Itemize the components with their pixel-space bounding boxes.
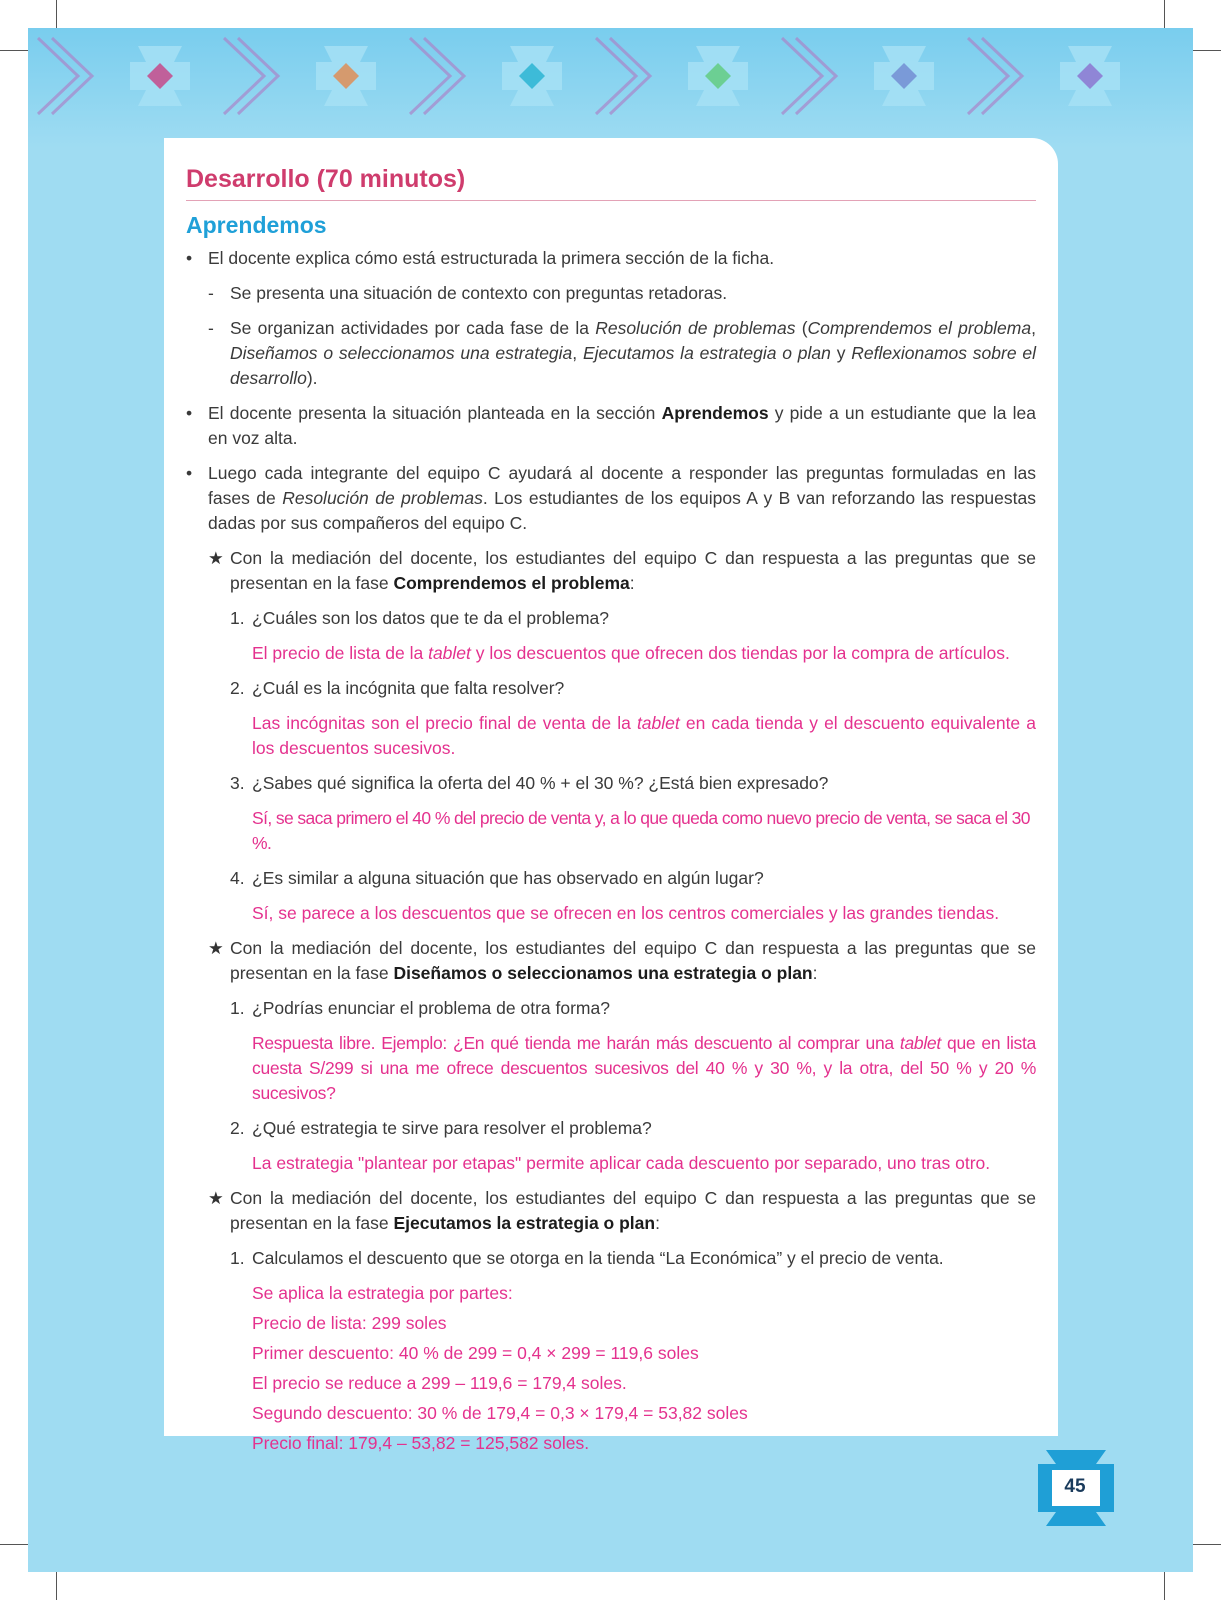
main-content [186,160,1036,1461]
answer-text: Sí, se saca primero el 40 % del precio de venta y, a lo que queda como nuevo precio de venta, se saca el 30 %. [252,808,1030,853]
crop-mark [56,0,57,28]
answer-text: La estrategia "plantear por etapas" permite aplicar cada descuento por separado, uno tras otro. [252,1153,991,1173]
crop-mark [1193,50,1221,51]
dash-item: - Se presenta una situación de contexto con preguntas retadoras. [186,281,1036,306]
bullet-item: • El docente explica cómo está estructurada la primera sección de la ficha. [186,246,1036,271]
answer-text: Respuesta libre. Ejemplo: ¿En qué tienda me harán más descuento al comprar una tablet que en lista cuesta S/299 si una me ofrece descuentos sucesivos del 40 % y 30 %, y la otra, del 50 % y 20 % sucesivos? [252,1033,1036,1103]
question-number: 1. [230,608,245,628]
answer-text: Las incógnitas son el precio final de venta de la tablet en cada tienda y el descuento equivalente a los descuentos sucesivos. [252,713,1036,758]
question-item: 2. ¿Qué estrategia te sirve para resolver el problema? [186,1116,1036,1141]
question-number: 4. [230,868,245,888]
question-item: 2. ¿Cuál es la incógnita que falta resolver? [186,676,1036,701]
section-title: Desarrollo (70 minutos) [186,160,1036,201]
question-item: 3. ¿Sabes qué significa la oferta del 40 % + el 30 %? ¿Está bien expresado? [186,771,1036,796]
bullet-item: • El docente presenta la situación planteada en la sección Aprendemos y pide a un estudiante que la lea en voz alta. [186,401,1036,451]
question-number: 1. [230,998,245,1018]
bullet-item: • Luego cada integrante del equipo C ayudará al docente a responder las preguntas formuladas en las fases de Resolución de problemas. Los estudiantes de los equipos A y B van reforzando las respuestas dadas por sus compañeros del equipo C. [186,461,1036,536]
question-item: 1. ¿Cuáles son los datos que te da el problema? [186,606,1036,631]
calc-line: Segundo descuento: 30 % de 179,4 = 0,3 × 179,4 = 53,82 soles [252,1403,748,1423]
answer-text: Sí, se parece a los descuentos que se ofrecen en los centros comerciales y las grandes tiendas. [252,903,1000,923]
question-item: 1. ¿Podrías enunciar el problema de otra forma? [186,996,1036,1021]
question-number: 2. [230,1118,245,1138]
question-number: 2. [230,678,245,698]
crop-mark [0,1544,28,1545]
calc-line: Precio de lista: 299 soles [252,1313,447,1333]
question-item: 1. Calculamos el descuento que se otorga en la tienda “La Económica” y el precio de venta. [186,1246,1036,1271]
star-item: ★ Con la mediación del docente, los estudiantes del equipo C dan respuesta a las preguntas que se presentan en la fase Diseñamos o seleccionamos una estrategia o plan: [186,936,1036,986]
star-item: ★ Con la mediación del docente, los estudiantes del equipo C dan respuesta a las preguntas que se presentan en la fase Ejecutamos la estrategia o plan: [186,1186,1036,1236]
star-item: ★ Con la mediación del docente, los estudiantes del equipo C dan respuesta a las preguntas que se presentan en la fase Comprendemos el problema: [186,546,1036,596]
question-number: 1. [230,1248,245,1268]
crop-mark [56,1572,57,1600]
calc-line: El precio se reduce a 299 – 119,6 = 179,4 soles. [252,1373,627,1393]
crop-mark [1164,0,1165,28]
page-number: 45 [1064,1476,1086,1497]
crop-mark [0,50,28,51]
calc-line: Se aplica la estrategia por partes: [252,1283,513,1303]
subsection-title: Aprendemos [186,212,327,238]
calc-line: Primer descuento: 40 % de 299 = 0,4 × 299 = 119,6 soles [252,1343,699,1363]
crop-mark [1193,1544,1221,1545]
dash-item: - Se organizan actividades por cada fase de la Resolución de problemas (Comprendemos el problema, Diseñamos o seleccionamos una estrategia, Ejecutamos la estrategia o plan y Reflexionamos sobre el desarrollo). [186,316,1036,391]
question-item: 4. ¿Es similar a alguna situación que has observado en algún lugar? [186,866,1036,891]
crop-mark [1164,1572,1165,1600]
answer-text: El precio de lista de la tablet y los descuentos que ofrecen dos tiendas por la compra de artículos. [252,643,1010,663]
decorative-banner [28,28,1193,148]
question-number: 3. [230,773,245,793]
calc-line: Precio final: 179,4 – 53,82 = 125,582 soles. [252,1433,590,1453]
